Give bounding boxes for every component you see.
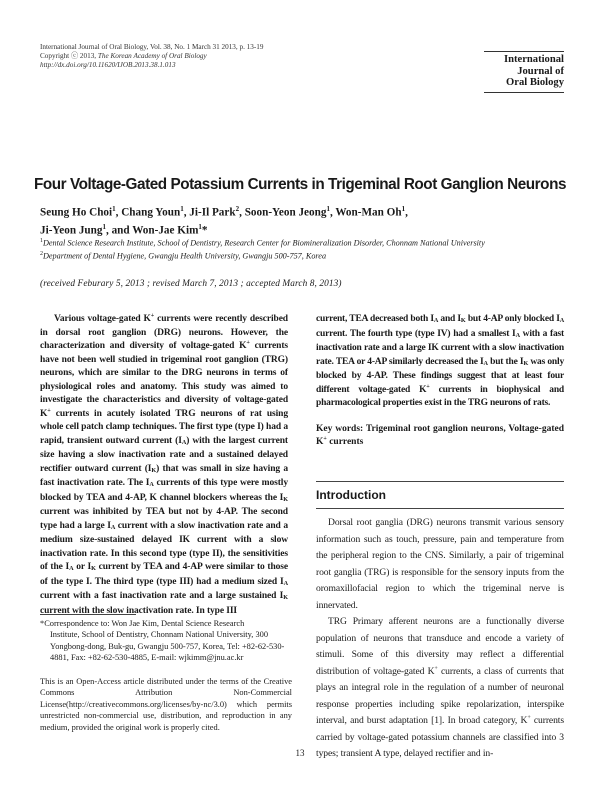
author-affil-mark: 1 <box>180 205 184 213</box>
citation-line: International Journal of Oral Biology, Vol. 38, No. 1 March 31 2013, p. 13-19 <box>40 43 264 51</box>
abstract-text-continued: current, TEA decreased both $I_A$ and $I_K$ but 4-AP only blocked $I_A$ current. The fourth type (type IV) had a smallest $I_A$ with a fast inactivation rate and a large IK current with a slow inactivation rate. TEA or 4-AP similarly decreased the $I_A$ but the $I_K$ was only blocked by 4-AP. These findings suggest that at least four different voltage-gated K+ currents in biophysical and pharmacological properties exist in the TRG neurons of rats. <box>316 314 565 408</box>
keywords-label: Key words: <box>316 424 364 434</box>
keywords: Key words: Trigeminal root ganglion neurons, Voltage-gated K+ currents <box>316 424 564 447</box>
author-affil-mark: 2 <box>235 205 240 213</box>
copyright-line: Copyright ⓒ 2013, The Korean Academy of Oral Biology <box>40 52 207 60</box>
author-name: Chang Youn <box>121 206 181 219</box>
journal-box-line-2: Journal of <box>517 65 564 77</box>
page-number: 13 <box>295 748 305 758</box>
intro-paragraph-1: Dorsal root ganglia (DRG) neurons transmit various sensory information such as touch, pressure, pain and temperature from the peripheral region to the CNS. Similarly, a pair of trigeminal root ganglia (TRG) is responsible for the sensory inputs from the oromaxillofacial region to which the trigeminal nerve is innervated. <box>316 517 564 611</box>
author-list: Seung Ho Choi$^1$, Chang Youn$^1$, Ji-Il Park$^2$, Soon-Yeon Jeong$^1$, Won-Man Oh$^1$, Ji-Yeon Jung$^1$, and Won-Jae Kim$^1$* <box>40 205 408 237</box>
author-name: Ji-Il Park <box>189 206 236 219</box>
author-name: Ji-Yeon Jung <box>40 224 103 237</box>
journal-box-line-1: International <box>503 54 564 65</box>
copyright-holder: The Korean Academy of Oral Biology <box>97 52 207 60</box>
affiliations <box>40 236 565 261</box>
open-access-notice: This is an Open-Access article distributed under the terms of the Creative Commons Attribution Non-Commercial License(http://creativecommons.org/licenses/by-nc/3.0) which permits unrestricted non-commercial use, distribution, and reproduction in any medium, provided the original work is properly cited. <box>40 677 292 732</box>
correspondence-footnote: *Correspondence to: Won Jae Kim, Dental Science Research Institute, School of Dentistry, Chonnam National University, 300 Yongbong-dong, Buk-gu, Gwangju 500-757, Korea, Tel: +82-62-530-4881, Fax: +82-62-530-4885, E-mail: wjkimm@jnu.ac.kr <box>40 619 285 663</box>
author-name: Won-Jae Kim <box>132 224 199 237</box>
affiliation-2: $^2$Department of Dental Hygiene, Gwangju Health University, Gwangju 500-757, Korea <box>40 250 327 261</box>
author-affil-mark: 1 <box>326 205 330 213</box>
section-divider <box>316 508 564 509</box>
section-heading-introduction: Introduction <box>316 488 386 502</box>
author-name: Soon-Yeon Jeong <box>244 206 327 219</box>
author-affil-mark: 1 <box>102 222 106 231</box>
abstract-text: Various voltage-gated K+ currents were recently described in dorsal root ganglion (DRG) neurons. However, the characterization and diversity of voltage-gated K+ currents have not been well studied in trigeminal root ganglion (TRG) neurons, which are similar to the DRG neurons in terms of physiological roles and anatomy. This study was aimed to investigate the characteristics and diversity of voltage-gated K+ currents in acutely isolated TRG neurons of rat using whole cell patch clamp techniques. The first type (type I) had a rapid, transient outward current $(I_A)$ with the largest current size having a slow inactivation rate and a sustained delayed rectifier outward current $(I_K)$ that was small in size having a fast inactivation rate. The $I_A$ currents of this type were mostly blocked by TEA and 4-AP, K channel blockers whereas the $I_K$ current was inhibited by TEA but not by 4-AP. The second type had a large $I_A$ current with a slow inactivation rate and a medium size-sustained delayed IK current with a slow inactivation rate. In this second type (type II), the sensitivities of the $I_A$ or $I_K$ current by TEA and 4-AP were similar to those of the type I. The third type (type III) had a medium sized $I_A$ current with a fast inactivation rate and a large sustained $I_K$ current with the slow inactivation rate. In type III <box>40 312 288 616</box>
author-name: Won-Man Oh <box>335 206 402 219</box>
corresponding-mark: * <box>201 224 208 237</box>
introduction-body <box>316 515 564 763</box>
received-dates: (received Feburary 5, 2013 ; revised March 7, 2013 ; accepted March 8, 2013) <box>40 279 342 289</box>
journal-box-line-3: Oral Biology <box>506 77 564 88</box>
journal-citation <box>40 43 400 70</box>
footnote-divider <box>40 614 136 615</box>
affiliation-1: $^1$Dental Science Research Institute, School of Dentistry, Research Center for Biomineralization Disorder, Chonnam National University <box>40 238 485 248</box>
section-divider <box>316 481 564 482</box>
author-affil-mark: 1 <box>112 205 116 213</box>
journal-logo-box <box>484 51 564 93</box>
article-title: Four Voltage-Gated Potassium Currents in Trigeminal Root Ganglion Neurons <box>33 176 567 193</box>
intro-paragraph-2: TRG Primary afferent neurons are a functionally diverse population of neurons that transduce and encode a variety of stimuli. Some of this diversity may reflect a differential distribution of voltage-gated K+ currents, a class of currents that plays an integral role in the regulation of a number of neuronal response properties including spike repolarization, interspike interval, and burst adaptation [1]. In broad category, K+ currents carried by voltage-gated potassium channels are classified into 3 types; transient A type, delayed rectifier and in- <box>316 616 564 759</box>
author-name: Seung Ho Choi <box>40 206 113 219</box>
author-affil-mark: 1 <box>198 222 202 231</box>
author-affil-mark: 1 <box>401 205 406 213</box>
doi-link[interactable]: http://dx.doi.org/10.11620/IJOB.2013.38.1.013 <box>40 61 176 69</box>
